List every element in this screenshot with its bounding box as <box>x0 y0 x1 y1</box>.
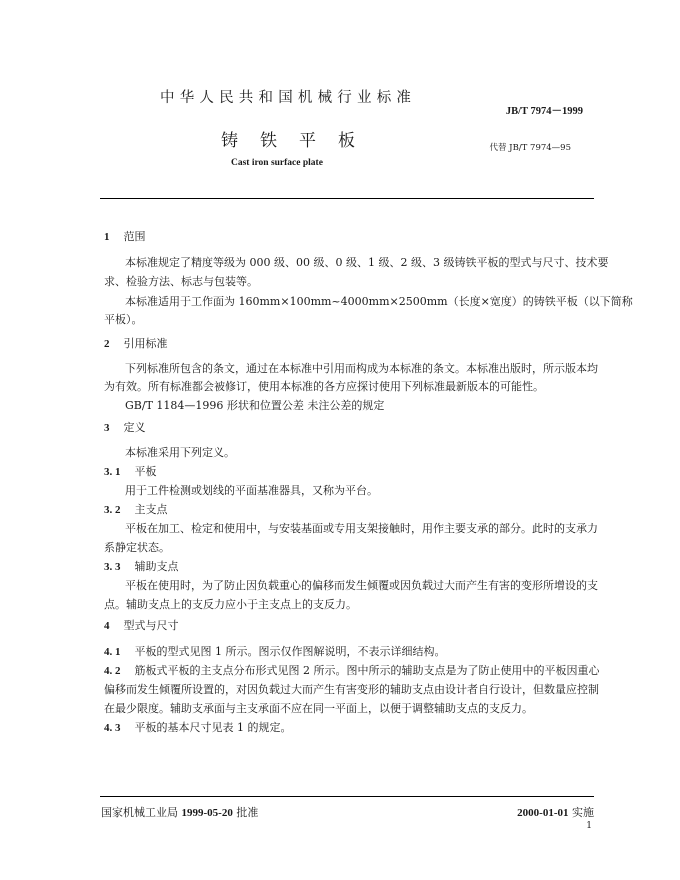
section-title: 范围 <box>123 230 146 243</box>
section-number: 2 <box>104 338 110 350</box>
definition-heading <box>104 558 179 574</box>
implementation-date: 2000-01-01 <box>517 807 569 819</box>
definition-heading <box>104 463 157 479</box>
paragraph-line: 下列标准所包含的条文，通过在本标准中引用而构成为本标准的条文。本标准出版时，所示版本均 <box>125 362 598 375</box>
definition-number: 3. 3 <box>104 561 121 573</box>
section-number: 4 <box>104 620 110 632</box>
issuer: 国家机械工业局 <box>101 806 178 819</box>
definition-term: 平板 <box>134 465 157 478</box>
replaces-note: 代替 JB/T 7974—95 <box>489 143 571 153</box>
paragraph-line: 系静定状态。 <box>104 541 170 554</box>
approval-date: 1999-05-20 <box>181 807 233 819</box>
document-title-english: Cast iron surface plate <box>231 158 323 168</box>
definition-heading <box>104 501 168 517</box>
definition-term: 主支点 <box>134 503 168 516</box>
document-title: 铸铁平板 <box>221 131 377 151</box>
implementation-label: 实施 <box>572 806 594 819</box>
standard-title: 中华人民共和国机械行业标准 <box>160 90 417 106</box>
header-divider <box>100 198 594 199</box>
clause-4-1 <box>104 643 446 659</box>
section-heading-2 <box>104 335 168 351</box>
paragraph-line: 平板在使用时，为了防止因负载重心的偏移而发生倾覆或因负载过大而产生有害的变形所增设的支 <box>125 579 598 592</box>
paragraph-line: 平板在加工、检定和使用中，与安装基面或专用支架接触时，用作主要支承的部分。此时的支承力 <box>125 522 598 535</box>
section-heading-4 <box>104 617 179 633</box>
footer-implementation <box>517 804 594 820</box>
paragraph-line: 本标准采用下列定义。 <box>125 446 235 459</box>
paragraph-line: 求、检验方法、标志与包装等。 <box>104 275 258 288</box>
clause-4-3 <box>104 719 292 735</box>
definition-number: 3. 1 <box>104 466 121 478</box>
clause-number: 4. 2 <box>104 665 121 677</box>
section-heading-3 <box>104 419 146 435</box>
paragraph-line: 用于工件检测或划线的平面基准器具，又称为平台。 <box>125 484 378 497</box>
definition-number: 3. 2 <box>104 504 121 516</box>
paragraph-line: 为有效。所有标准都会被修订，使用本标准的各方应探讨使用下列标准最新版本的可能性。 <box>104 380 544 393</box>
section-title: 型式与尺寸 <box>123 619 179 632</box>
clause-number: 4. 1 <box>104 646 121 658</box>
paragraph-line: 偏移而发生倾覆所设置的，对因负载过大而产生有害变形的辅助支点由设计者自行设计，但数量应控制 <box>104 683 599 696</box>
page-number: 1 <box>586 821 592 831</box>
clause-text: 筋板式平板的主支点分布形式见图 2 所示。图中所示的辅助支点是为了防止使用中的平板因重心 <box>134 664 600 677</box>
paragraph-line: 点。辅助支点上的支反力应小于主支点上的支反力。 <box>104 598 357 611</box>
section-title: 引用标准 <box>123 337 168 350</box>
clause-number: 4. 3 <box>104 722 121 734</box>
approval-label: 批准 <box>236 806 259 819</box>
section-heading-1 <box>104 228 146 244</box>
section-number: 1 <box>104 231 110 243</box>
clause-text: 平板的型式见图 1 所示。图示仅作图解说明，不表示详细结构。 <box>134 645 446 658</box>
paragraph-line: 在最少限度。辅助支承面与主支承面不应在同一平面上，以便于调整辅助支点的支反力。 <box>104 702 533 715</box>
footer-approval <box>101 804 258 820</box>
definition-term: 辅助支点 <box>134 560 179 573</box>
section-number: 3 <box>104 422 110 434</box>
footer-divider <box>100 796 594 797</box>
clause-4-2 <box>104 662 600 678</box>
paragraph-line: 平板）。 <box>104 313 143 326</box>
paragraph-line: 本标准规定了精度等级为 000 级、00 级、0 级、1 级、2 级、3 级铸铁平板的型式与尺寸、技术要 <box>125 256 609 269</box>
standard-code: JB/T 7974－1999 <box>505 106 583 117</box>
clause-text: 平板的基本尺寸见表 1 的规定。 <box>134 721 292 734</box>
paragraph-line: 本标准适用于工作面为 160mm×100mm~4000mm×2500mm（长度×宽度）的铸铁平板（以下简称 <box>125 295 633 308</box>
reference-standard: GB/T 1184—1996 形状和位置公差 未注公差的规定 <box>125 399 385 412</box>
section-title: 定义 <box>123 421 146 434</box>
